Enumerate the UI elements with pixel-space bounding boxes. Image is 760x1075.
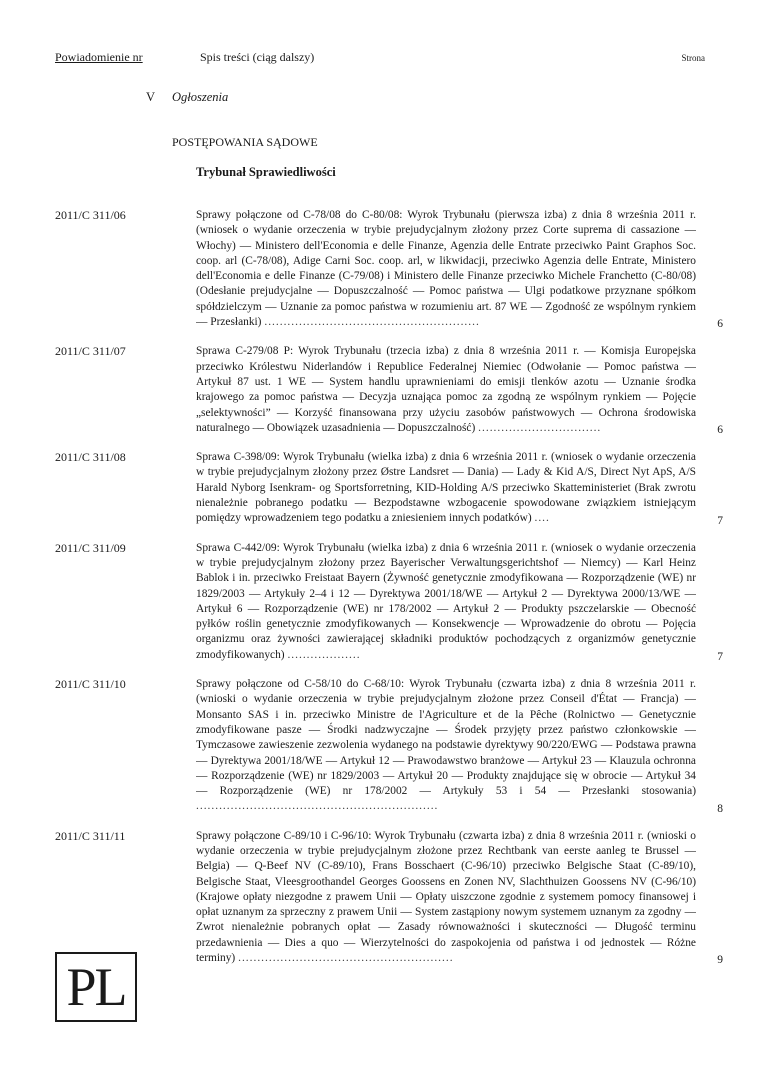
header-page-label: Strona [681, 53, 705, 63]
entry-text: Sprawa C-398/09: Wyrok Trybunału (wielka izba) z dnia 6 września 2011 r. (wniosek o wydanie orzeczenia w trybie prejudycjalnym złożony przez Østre Landsret — Dania) — Lady & Kid A/S, Direct Nyt ApS, A/S Harald Nyborg Isenkram- og Sportsforretning, KID-Holding A/S przeciwko Skatteministeriet (Brak zwrotu nienależnie pobranego podatku — Bezpodstawne wzbogacenie spowodowane związkiem istniejącym pomiędzy wprowadzeniem tego podatku a zniesieniem innych podatków) .... [196, 451, 696, 525]
entry-page: 6 [717, 424, 723, 437]
entry-number: 2011/C 311/08 [55, 450, 126, 465]
entry-page: 8 [717, 802, 723, 815]
chapter-number: V [146, 90, 156, 104]
toc-entry[interactable] [0, 450, 760, 526]
leader-dots: ............................................................... [196, 800, 439, 813]
entry-number: 2011/C 311/07 [55, 344, 126, 359]
leader-dots: ................................ [478, 421, 602, 434]
toc-entry[interactable] [0, 829, 760, 967]
entry-text: Sprawy połączone od C-58/10 do C-68/10: Wyrok Trybunału (czwarta izba) z dnia 8 września 2011 r. (wnioski o wydanie orzeczenia w trybie prejudycjalnym złożone przez Conseil d'État — Francja) — Monsanto SAS i in. przeciwko Ministre de l'Agriculture et de la Pêche (Rolnictwo — Genetycznie zmodyfikowane pasze — Środki nadzwyczajne — Środek przyjęty przez państwo członkowskie — Tymczasowe zawieszenie zezwolenia wydanego na podstawie dyrektywy 90/220/EWG — Podstawa prawna — Dyrektywa 2001/18/WE — Artykuł 12 — Prawodawstwo branżowe — Artykuł 23 — Klauzula ochronna — Rozporządzenie (WE) nr 1829/2003 — Artykuł 20 — Produkty znajdujące się w obrocie — Artykuł 34 — Rozporządzenie (WE) nr 178/2002 — Artykuły 53 i 54 — Przesłanki stosowania) ............................................................... [196, 678, 696, 813]
court-title: Trybunał Sprawiedliwości [196, 165, 336, 179]
entry-text: Sprawy połączone od C-78/08 do C-80/08: Wyrok Trybunału (pierwsza izba) z dnia 8 września 2011 r. (wniosek o wydanie orzeczenia w trybie prejudycjalnym złożony przez Corte suprema di cassazione — Włochy) — Ministero dell'Economia e delle Finanze, Agenzia delle Entrate przeciwko Paint Graphos Soc. coop. arl (C-78/08), Adige Carni Soc. coop. arl, w likwidacji, przeciwko Agenzia delle Entrate, Ministero dell'Economia e delle Finanze (C-79/08) i Ministero delle Finanze przeciwko Michele Franchetto (C-80/08) (Odesłanie prejudycjalne — Dopuszczalność — Pomoc państwa — Ulgi podatkowe przyznane spółkom spółdzielczym — Uznanie za pomoc państwa w rozumieniu art. 87 WE — Zgodność ze wspólnym rynkiem — Przesłanki) ........................................................ [196, 209, 696, 329]
leader-dots: .... [534, 512, 550, 525]
chapter-title: Ogłoszenia [172, 90, 229, 104]
toc-entry[interactable] [0, 208, 760, 330]
section-title: POSTĘPOWANIA SĄDOWE [172, 135, 318, 149]
entry-number: 2011/C 311/09 [55, 540, 126, 555]
leader-dots: ........................................................ [264, 316, 480, 329]
entry-number: 2011/C 311/11 [55, 828, 126, 843]
entry-text: Sprawa C-279/08 P: Wyrok Trybunału (trzecia izba) z dnia 8 września 2011 r. — Komisja Europejska przeciwko Królestwu Niderlandów i Republice Federalnej Niemiec (Odwołanie — Pomoc państwa — Artykuł 87 ust. 1 WE — System handlu uprawnieniami do emisji tlenków azotu — Uznanie środka krajowego za pomoc państwa — Decyzja uznająca pomoc za zgodną ze wspólnym rynkiem — Pojęcie „selektywności” — Korzyść finansowana przy użyciu zasobów państwowych — Ochrona środowiska naturalnego — Obowiązek uzasadnienia — Dopuszczalność) ................................ [196, 345, 696, 434]
header-notice-no: Powiadomienie nr [55, 50, 143, 64]
entry-text: Sprawy połączone C-89/10 i C-96/10: Wyrok Trybunału (czwarta izba) z dnia 8 września 2011 r. (wnioski o wydanie orzeczenia w trybie prejudycjalnym złożone przez Rechtbank van eerste aanleg te Brussel — Belgia) — Q-Beef NV (C-89/10), Frans Bosschaert (C-96/10) przeciwko Belgische Staat (C-89/10), Belgische Staat, Vleesgroothandel Georges Goossens en Zonen NV, Slachthuizen Goossens NV (C-96/10) (Krajowe opłaty niezgodne z prawem Unii — Opłaty uiszczone zgodnie z systemem pomocy finansowej i opłat uznanym za sprzeczny z prawem Unii — System zastąpiony nowym systemem uznanym za zgodny — Zwrot nienależnie pobranych opłat — Zasady równoważności i skuteczności — Długość terminu przedawnienia — Dies a quo — Wierzytelności do zaspokojenia od państwa i od jednostek — Różne terminy) ........................................................ [196, 829, 696, 965]
entry-page: 7 [717, 514, 723, 527]
language-badge [55, 952, 137, 1022]
entry-number: 2011/C 311/06 [55, 208, 126, 222]
entry-page: 9 [717, 954, 723, 967]
entry-text: Sprawa C-442/09: Wyrok Trybunału (wielka izba) z dnia 6 września 2011 r. (wniosek o wydanie orzeczenia w trybie prejudycjalnym złożony przez Bayerischer Verwaltungsgerichtshof — Niemcy) — Karl Heinz Bablok i in. przeciwko Freistaat Bayern (Żywność genetycznie zmodyfikowana — Rozporządzenie (WE) nr 1829/2003 — Artykuły 2–4 i 12 — Dyrektywa 2001/18/WE — Artykuł 2 — Dyrektywa 2000/13/WE — Artykuł 6 — Rozporządzenie (WE) nr 178/2002 — Artykuł 2 — Produkty pszczelarskie — Obecność pyłków roślin genetycznie zmodyfikowanych — Konsekwencje — Wprowadzenie do obrotu — Pojęcia organizmu oraz żywności zawierającej składniki produktów pochodzących z organizmów genetycznie zmodyfikowanych) ................... [196, 541, 696, 661]
toc-entry[interactable] [0, 541, 760, 663]
header-contents-title: Spis treści (ciąg dalszy) [200, 50, 315, 64]
entry-number: 2011/C 311/10 [55, 677, 126, 692]
toc-entry[interactable] [0, 344, 760, 436]
toc-entries [0, 208, 760, 980]
entry-page: 6 [717, 318, 723, 331]
leader-dots: ........................................................ [238, 952, 454, 965]
toc-entry[interactable] [0, 677, 760, 815]
leader-dots: ................... [287, 648, 361, 661]
language-badge-label: PL [66, 957, 126, 1017]
entry-page: 7 [717, 651, 723, 664]
